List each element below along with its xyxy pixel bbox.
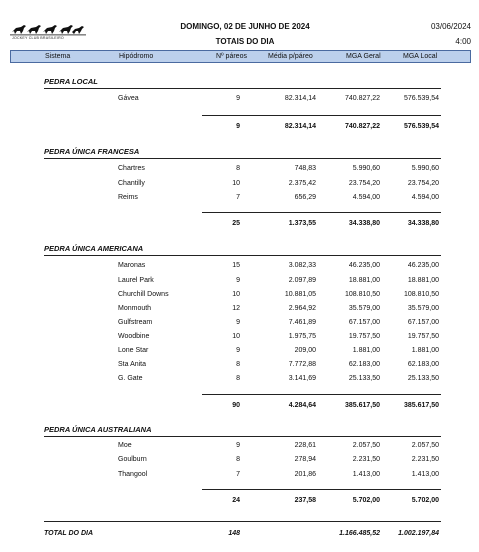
report-title: TOTAIS DO DIA bbox=[215, 37, 275, 46]
total-mgag: 1.166.485,52 bbox=[339, 530, 380, 537]
cell-n: 24 bbox=[232, 497, 240, 504]
cell-mgal: 34.338,80 bbox=[407, 220, 439, 227]
cell-mgal: 5.990,60 bbox=[411, 165, 439, 172]
section-title: PEDRA ÚNICA FRANCESA bbox=[44, 147, 140, 156]
section-divider bbox=[44, 436, 441, 437]
cell-hip: Laurel Park bbox=[118, 277, 154, 284]
cell-med: 2.375,42 bbox=[288, 180, 316, 187]
table-row bbox=[0, 165, 479, 176]
cell-mgal: 576.539,54 bbox=[403, 95, 439, 102]
cell-mgag: 740.827,22 bbox=[344, 123, 380, 130]
cell-hip: Thangool bbox=[118, 471, 148, 478]
total-row bbox=[0, 530, 479, 541]
table-row bbox=[0, 305, 479, 316]
table-row bbox=[0, 262, 479, 273]
cell-hip: Sta Anita bbox=[118, 361, 147, 368]
cell-med: 656,29 bbox=[294, 194, 316, 201]
table-row bbox=[0, 333, 479, 344]
table-row bbox=[0, 375, 479, 386]
horses-icon bbox=[10, 22, 86, 36]
col-mga-local: MGA Local bbox=[403, 53, 438, 60]
cell-n: 8 bbox=[236, 456, 240, 463]
col-n-pareos: Nº páreos bbox=[216, 53, 247, 60]
report-date: DOMINGO, 02 DE JUNHO DE 2024 bbox=[180, 22, 310, 31]
cell-med: 10.881,05 bbox=[284, 291, 316, 298]
cell-n: 8 bbox=[236, 375, 240, 382]
cell-med: 278,94 bbox=[294, 456, 316, 463]
cell-mgal: 2.231,50 bbox=[411, 456, 439, 463]
cell-hip: Lone Star bbox=[118, 347, 149, 354]
cell-med: 748,83 bbox=[294, 165, 316, 172]
column-header-bar bbox=[10, 50, 471, 63]
cell-mgal: 18.881,00 bbox=[407, 277, 439, 284]
cell-med: 2.964,92 bbox=[288, 305, 316, 312]
logo-text: JOCKEY CLUB BRASILEIRO bbox=[12, 36, 64, 40]
cell-n: 9 bbox=[236, 123, 240, 130]
cell-med: 237,58 bbox=[294, 497, 316, 504]
cell-mgag: 1.413,00 bbox=[352, 471, 380, 478]
cell-mgag: 18.881,00 bbox=[348, 277, 380, 284]
cell-mgal: 1.413,00 bbox=[411, 471, 439, 478]
cell-hip: Gulfstream bbox=[118, 319, 153, 326]
subtotal-row bbox=[0, 123, 479, 134]
cell-n: 9 bbox=[236, 319, 240, 326]
cell-mgal: 4.594,00 bbox=[411, 194, 439, 201]
cell-hip: Chartres bbox=[118, 165, 145, 172]
subtotal-row bbox=[0, 402, 479, 413]
col-media: Média p/páreo bbox=[268, 53, 313, 60]
cell-med: 1.373,55 bbox=[288, 220, 316, 227]
table-row bbox=[0, 471, 479, 482]
total-mgal: 1.002.197,84 bbox=[398, 530, 439, 537]
cell-mgal: 25.133,50 bbox=[407, 375, 439, 382]
cell-mgag: 25.133,50 bbox=[348, 375, 380, 382]
table-row bbox=[0, 442, 479, 453]
subtotal-divider bbox=[202, 212, 441, 213]
print-time: 4:00 bbox=[455, 37, 471, 46]
cell-mgag: 62.183,00 bbox=[348, 361, 380, 368]
cell-n: 9 bbox=[236, 347, 240, 354]
cell-mgag: 67.157,00 bbox=[348, 319, 380, 326]
total-label: TOTAL DO DIA bbox=[44, 530, 93, 537]
table-row bbox=[0, 95, 479, 106]
subtotal-row bbox=[0, 497, 479, 508]
cell-mgag: 740.827,22 bbox=[344, 95, 380, 102]
cell-med: 7.461,89 bbox=[288, 319, 316, 326]
cell-med: 1.975,75 bbox=[288, 333, 316, 340]
section-divider bbox=[44, 255, 441, 256]
cell-mgal: 2.057,50 bbox=[411, 442, 439, 449]
cell-mgal: 46.235,00 bbox=[407, 262, 439, 269]
cell-mgag: 4.594,00 bbox=[352, 194, 380, 201]
cell-mgal: 19.757,50 bbox=[407, 333, 439, 340]
cell-n: 90 bbox=[232, 402, 240, 409]
col-sistema: Sistema bbox=[45, 53, 71, 60]
cell-mgal: 67.157,00 bbox=[407, 319, 439, 326]
print-date: 03/06/2024 bbox=[430, 22, 471, 31]
cell-mgag: 5.990,60 bbox=[352, 165, 380, 172]
cell-n: 8 bbox=[236, 361, 240, 368]
cell-mgal: 385.617,50 bbox=[403, 402, 439, 409]
cell-hip: Gávea bbox=[118, 95, 139, 102]
cell-med: 7.772,88 bbox=[288, 361, 316, 368]
table-row bbox=[0, 456, 479, 467]
cell-mgag: 34.338,80 bbox=[348, 220, 380, 227]
cell-mgag: 108.810,50 bbox=[344, 291, 380, 298]
cell-med: 209,00 bbox=[294, 347, 316, 354]
subtotal-divider bbox=[202, 394, 441, 395]
cell-n: 15 bbox=[232, 262, 240, 269]
cell-hip: Moe bbox=[118, 442, 132, 449]
cell-n: 10 bbox=[232, 180, 240, 187]
cell-mgal: 108.810,50 bbox=[403, 291, 439, 298]
cell-med: 82.314,14 bbox=[284, 95, 316, 102]
cell-mgag: 5.702,00 bbox=[352, 497, 380, 504]
cell-hip: Churchill Downs bbox=[118, 291, 169, 298]
cell-mgal: 23.754,20 bbox=[407, 180, 439, 187]
table-row bbox=[0, 361, 479, 372]
table-row bbox=[0, 180, 479, 191]
section-title: PEDRA LOCAL bbox=[44, 77, 98, 86]
cell-mgag: 35.579,00 bbox=[348, 305, 380, 312]
cell-mgal: 1.881,00 bbox=[411, 347, 439, 354]
cell-med: 201,86 bbox=[294, 471, 316, 478]
subtotal-divider bbox=[202, 115, 441, 116]
cell-n: 10 bbox=[232, 333, 240, 340]
cell-mgal: 5.702,00 bbox=[411, 497, 439, 504]
section-divider bbox=[44, 158, 441, 159]
total-n: 148 bbox=[228, 530, 240, 537]
cell-med: 3.082,33 bbox=[288, 262, 316, 269]
cell-mgag: 19.757,50 bbox=[348, 333, 380, 340]
cell-n: 8 bbox=[236, 165, 240, 172]
cell-mgal: 35.579,00 bbox=[407, 305, 439, 312]
cell-n: 12 bbox=[232, 305, 240, 312]
cell-hip: G. Gate bbox=[118, 375, 143, 382]
cell-med: 228,61 bbox=[294, 442, 316, 449]
cell-mgal: 62.183,00 bbox=[407, 361, 439, 368]
table-row bbox=[0, 291, 479, 302]
cell-hip: Goulburn bbox=[118, 456, 147, 463]
cell-mgag: 385.617,50 bbox=[344, 402, 380, 409]
subtotal-row bbox=[0, 220, 479, 231]
cell-mgag: 23.754,20 bbox=[348, 180, 380, 187]
col-hipodromo: Hipódromo bbox=[119, 53, 154, 60]
cell-n: 7 bbox=[236, 194, 240, 201]
table-row bbox=[0, 194, 479, 205]
cell-n: 9 bbox=[236, 442, 240, 449]
cell-mgag: 46.235,00 bbox=[348, 262, 380, 269]
table-row bbox=[0, 347, 479, 358]
cell-hip: Reims bbox=[118, 194, 138, 201]
cell-mgag: 1.881,00 bbox=[352, 347, 380, 354]
cell-mgal: 576.539,54 bbox=[403, 123, 439, 130]
col-mga-geral: MGA Geral bbox=[346, 53, 381, 60]
cell-n: 7 bbox=[236, 471, 240, 478]
section-title: PEDRA ÚNICA AMERICANA bbox=[44, 244, 144, 253]
section-divider bbox=[44, 88, 441, 89]
section-title: PEDRA ÚNICA AUSTRALIANA bbox=[44, 425, 152, 434]
total-divider bbox=[44, 521, 441, 522]
jockey-club-logo bbox=[10, 22, 86, 46]
cell-n: 9 bbox=[236, 95, 240, 102]
cell-hip: Maronas bbox=[118, 262, 146, 269]
cell-med: 3.141,69 bbox=[288, 375, 316, 382]
table-row bbox=[0, 319, 479, 330]
table-row bbox=[0, 277, 479, 288]
cell-hip: Monmouth bbox=[118, 305, 152, 312]
cell-hip: Chantilly bbox=[118, 180, 145, 187]
subtotal-divider bbox=[202, 489, 441, 490]
cell-hip: Woodbine bbox=[118, 333, 150, 340]
cell-n: 25 bbox=[232, 220, 240, 227]
cell-mgag: 2.231,50 bbox=[352, 456, 380, 463]
cell-med: 82.314,14 bbox=[284, 123, 316, 130]
cell-n: 10 bbox=[232, 291, 240, 298]
cell-mgag: 2.057,50 bbox=[352, 442, 380, 449]
cell-n: 9 bbox=[236, 277, 240, 284]
cell-med: 2.097,89 bbox=[288, 277, 316, 284]
cell-med: 4.284,64 bbox=[288, 402, 316, 409]
